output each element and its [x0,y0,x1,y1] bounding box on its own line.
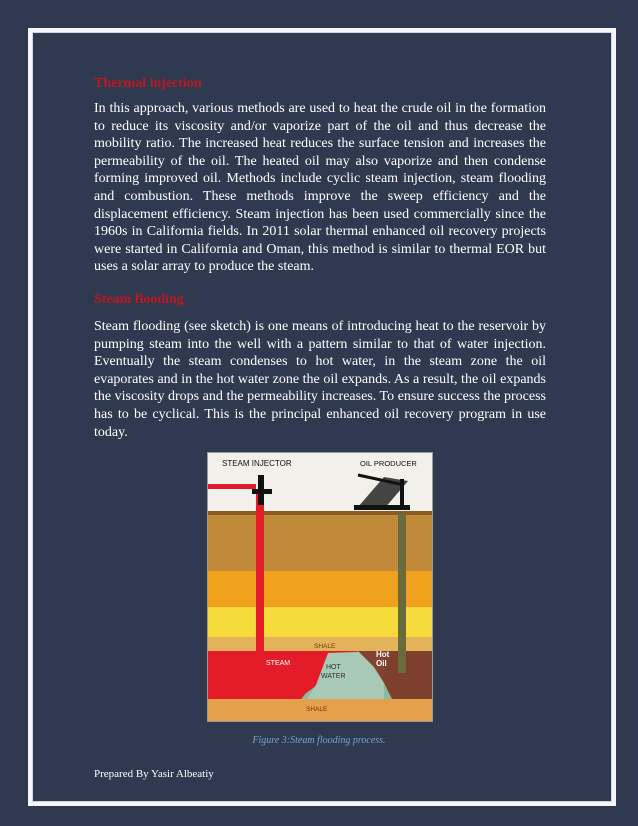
heading-steam-flooding: Steam flooding [94,292,184,307]
label-hot-oil-1: Hot [376,650,390,659]
label-shale-bottom: SHALE [306,706,328,713]
label-shale-top: SHALE [314,643,336,650]
steam-flooding-svg [208,453,432,721]
paragraph-thermal-injection: In this approach, various methods are used to heat the crude oil in the formation to reduce its viscosity and/or vaporize part of the oil and thus decrease the mobility ratio. The increased heat reduces the surface tension and increases the permeability of the oil. The heated oil may also vaporize and then condense forming improved oil. Methods include cyclic steam injection, steam flooding and combustion. These methods improve the sweep efficiency and the displacement efficiency. Steam injection has been used commercially since the 1960s in California fields. In 2011 solar thermal enhanced oil recovery projects were started in California and Oman, this method is similar to thermal EOR but uses a solar array to produce the steam. [94,101,546,275]
producer-well [398,513,406,673]
label-water: WATER [321,673,346,680]
label-hot-oil-2: Oil [376,659,387,668]
steam-flooding-diagram [207,452,433,722]
injector-valve [252,489,272,494]
heading-thermal-injection: Thermal injection [94,76,202,91]
paragraph-steam-flooding: Steam flooding (see sketch) is one means of introducing heat to the reservoir by pumping steam into the well with a pattern similar to that of water injection. Eventually the steam condenses to hot water, in the steam zone the oil evaporates and in the hot water zone the oil expands. As a result, the oil expands the viscosity drops and the permeability increases. To ensure success the process has to be cyclical. This is the principal enhanced oil recovery program in use today. [94,319,546,440]
steam-supply-pipe [208,484,256,489]
pump-jack-rod [400,479,404,509]
injector-well [256,489,264,689]
label-hot: HOT [326,664,341,671]
label-steam-injector: STEAM INJECTOR [222,459,292,468]
label-steam: STEAM [266,660,291,667]
page-footer: Prepared By Yasir Albeatiy [94,768,214,780]
figure-caption: Figure 3:Steam flooding process. [252,735,386,746]
label-oil-producer: OIL PRODUCER [360,459,417,468]
